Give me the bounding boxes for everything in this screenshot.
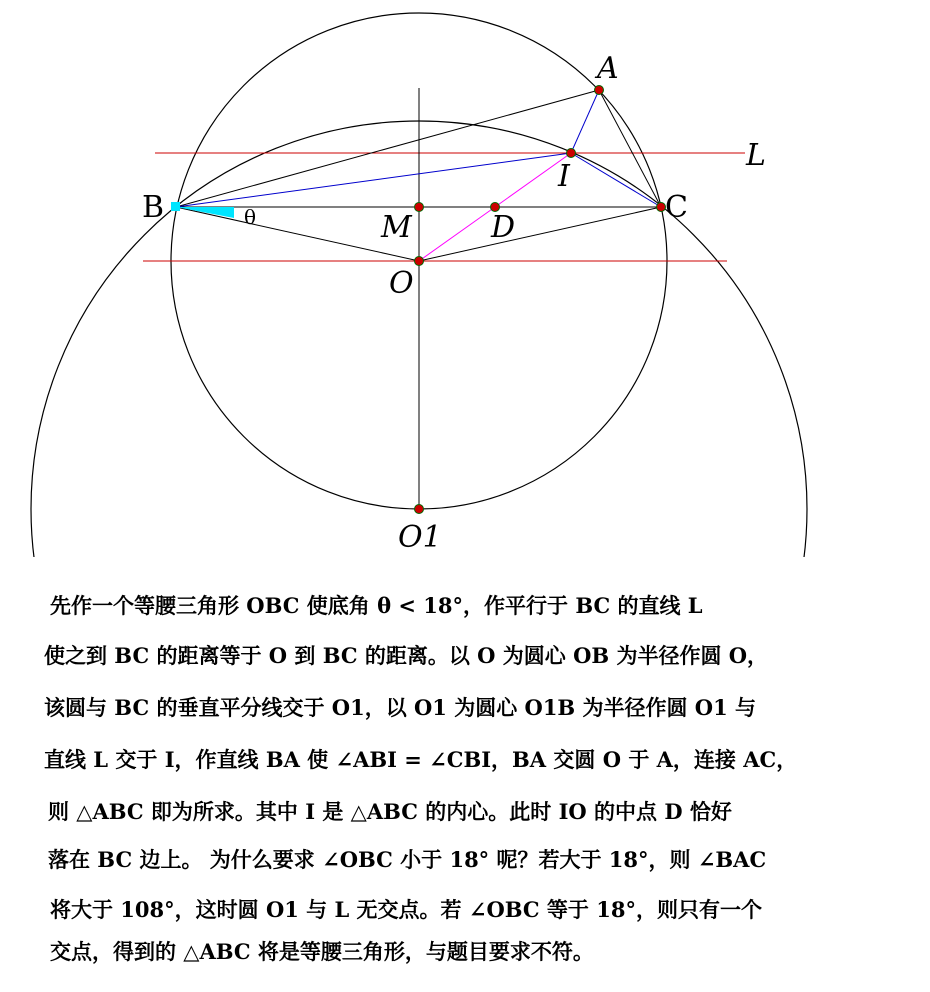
figure-crop-mask <box>0 557 930 560</box>
point-I <box>567 149 576 158</box>
segment-AC <box>599 90 661 207</box>
label-O: O <box>389 266 414 301</box>
point-O1 <box>415 505 424 514</box>
text-line-4: 直线 L 交于 I，作直线 BA 使 ∠ABI = ∠CBI，BA 交圆 O 于 A，连接 AC， <box>44 747 798 772</box>
label-A: A <box>597 51 619 86</box>
point-O <box>415 257 424 266</box>
segment-OC <box>419 207 661 261</box>
segment-BA <box>176 90 599 207</box>
text-line-3: 该圆与 BC 的垂直平分线交于 O1，以 O1 为圆心 O1B 为半径作圆 O1 与 <box>44 695 757 720</box>
text-line-7: 将大于 108°，这时圆 O1 与 L 无交点。若 ∠OBC 等于 18°，则只有一个 <box>50 897 762 922</box>
label-theta: θ <box>244 205 257 229</box>
label-I: I <box>558 159 570 194</box>
segment-BI <box>176 153 571 207</box>
point-M <box>415 203 424 212</box>
text-line-1: 先作一个等腰三角形 OBC 使底角 θ < 18°，作平行于 BC 的直线 L <box>50 593 703 618</box>
text-line-5: 则 △ABC 即为所求。其中 I 是 △ABC 的内心。此时 IO 的中点 D 恰好 <box>48 799 732 824</box>
text-line-2: 使之到 BC 的距离等于 O 到 BC 的距离。以 O 为圆心 OB 为半径作圆 O， <box>44 643 769 668</box>
point-B-marker <box>171 202 180 211</box>
point-A <box>595 86 604 95</box>
angle-theta-marker <box>176 207 234 218</box>
label-L: L <box>746 138 766 173</box>
label-D: D <box>491 210 516 245</box>
segment-IC <box>571 153 661 207</box>
label-O1: O1 <box>398 520 442 555</box>
label-M: M <box>381 210 412 245</box>
text-line-6: 落在 BC 边上。 为什么要求 ∠OBC 小于 18° 呢？若大于 18°，则 ∠BAC <box>48 847 767 872</box>
segment-AI <box>571 90 599 153</box>
text-line-8: 交点，得到的 △ABC 将是等腰三角形，与题目要求不符。 <box>50 939 594 964</box>
label-C: C <box>665 190 688 225</box>
label-B: B <box>142 190 165 225</box>
